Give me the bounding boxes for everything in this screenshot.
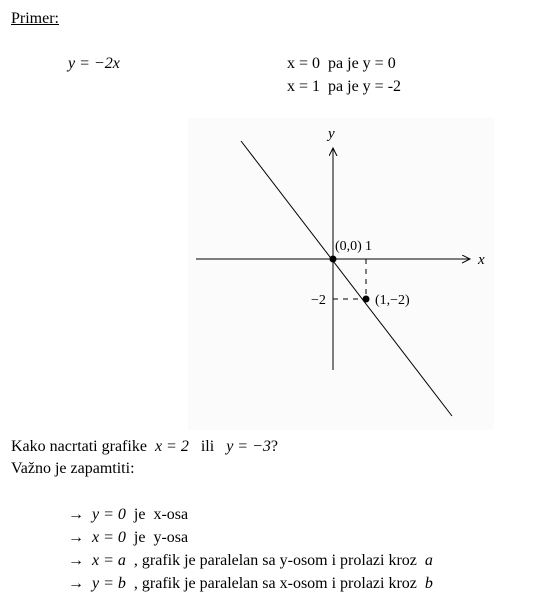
x-axis-label: x [478,252,485,268]
remember-label: Važno je zapamtiti: [11,460,135,477]
tick-neg-two-label: −2 [311,293,326,308]
rule-equation: x = a [92,552,126,569]
rule-text: , grafik je paralelan sa y-osom i prolazi kroz [133,552,417,569]
example-heading: Primer: [11,10,59,27]
tick-one-label: 1 [365,239,372,254]
point-condition-1: x = 0 pa je y = 0 [287,55,396,72]
graph-panel [188,118,494,430]
rule-item [68,552,433,570]
rule-item [68,506,188,524]
question-or: ili [200,438,215,455]
question-line [11,438,278,456]
rule-end-variable: a [424,552,433,569]
question-equation-1: x = 2 [154,438,189,455]
rule-equation: x = 0 [92,529,126,546]
arrow-icon: → [68,552,84,569]
point-condition-2: x = 1 pa je y = -2 [287,78,402,95]
arrow-icon: → [68,506,84,523]
point-1-neg2 [363,296,370,303]
arrow-icon: → [68,529,84,546]
question-mark: ? [270,438,278,455]
rule-equation: y = b [92,575,126,592]
arrow-icon: → [68,575,84,592]
origin-label: (0,0) [335,239,362,254]
point-label: (1,−2) [375,293,410,308]
y-axis-label: y [328,126,335,142]
rule-item [68,575,433,593]
question-equation-2: y = −3 [226,438,271,455]
rule-item [68,529,188,547]
rule-text: je x-osa [133,506,189,523]
question-prefix: Kako nacrtati grafike [11,438,147,455]
rule-equation: y = 0 [92,506,126,523]
rule-text: , grafik je paralelan sa x-osom i prolazi kroz [133,575,417,592]
origin-point [330,256,337,263]
main-equation: y = −2x [68,55,120,72]
rule-end-variable: b [424,575,433,592]
rule-text: je y-osa [133,529,189,546]
